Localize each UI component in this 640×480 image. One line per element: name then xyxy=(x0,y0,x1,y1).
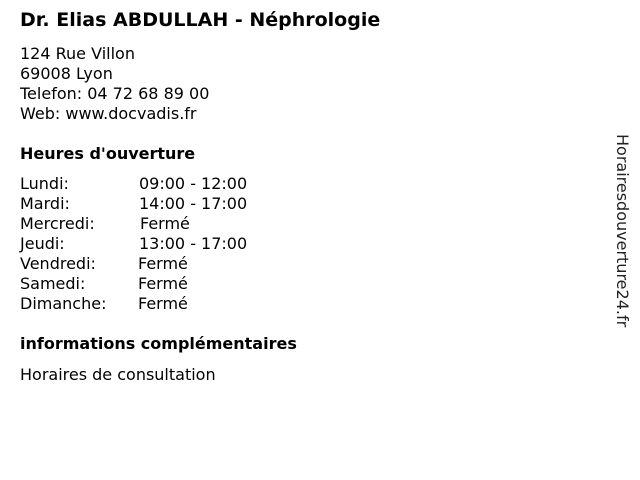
day-label: Lundi: xyxy=(20,174,69,193)
day-label: Vendredi: xyxy=(20,254,96,273)
hours-row xyxy=(20,194,320,214)
additional-info-text: Horaires de consultation xyxy=(20,365,216,384)
watermark-text: Horairesdouverture24.fr xyxy=(613,134,632,328)
time-value: 13:00 - 17:00 xyxy=(139,234,248,253)
time-value: 14:00 - 17:00 xyxy=(139,194,248,213)
opening-hours-heading: Heures d'ouverture xyxy=(20,144,196,163)
hours-row xyxy=(20,234,320,254)
day-label: Samedi: xyxy=(20,274,86,293)
opening-hours-list xyxy=(20,174,320,314)
website: Web: www.docvadis.fr xyxy=(20,104,197,123)
hours-row xyxy=(20,254,320,274)
hours-row xyxy=(20,274,320,294)
address-block xyxy=(20,44,209,124)
hours-row xyxy=(20,294,320,314)
day-label: Jeudi: xyxy=(20,234,65,253)
day-label: Dimanche: xyxy=(20,294,107,313)
site-watermark xyxy=(612,134,632,344)
time-value: Fermé xyxy=(138,294,188,313)
time-value: 09:00 - 12:00 xyxy=(139,174,248,193)
time-value: Fermé xyxy=(138,254,188,273)
phone-number: Telefon: 04 72 68 89 00 xyxy=(20,84,210,103)
additional-info-heading: informations complémentaires xyxy=(20,334,297,353)
time-value: Fermé xyxy=(138,274,188,293)
hours-row xyxy=(20,174,320,194)
time-value: Fermé xyxy=(140,214,190,233)
hours-row xyxy=(20,214,320,234)
page-title: Dr. Elias ABDULLAH - Néphrologie xyxy=(20,9,381,31)
city: 69008 Lyon xyxy=(20,64,113,83)
day-label: Mercredi: xyxy=(20,214,95,233)
street-address: 124 Rue Villon xyxy=(20,44,135,63)
day-label: Mardi: xyxy=(20,194,70,213)
